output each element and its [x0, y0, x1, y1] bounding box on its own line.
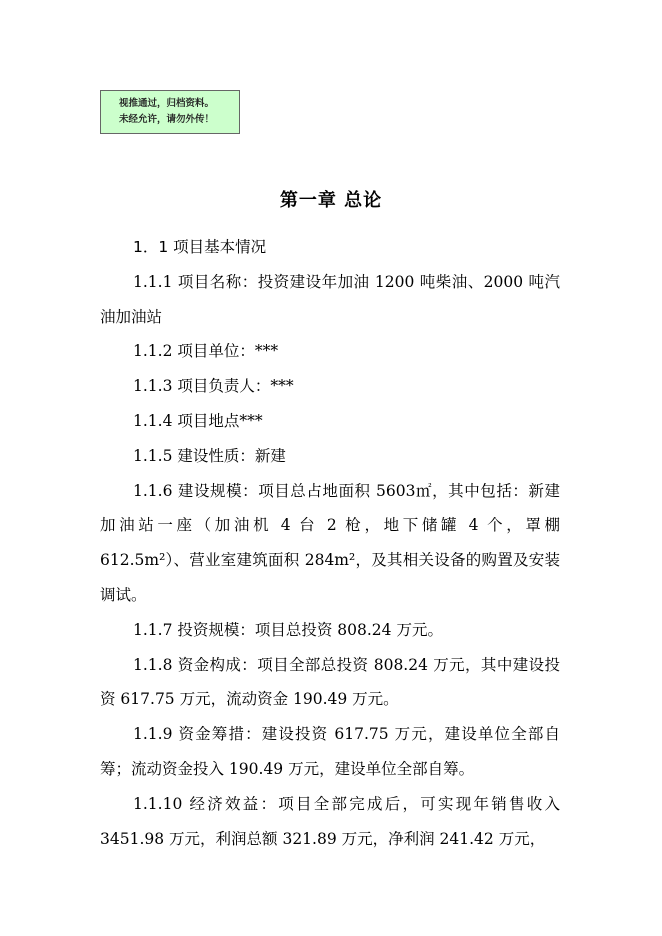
item-construction-nature: 1.1.5 建设性质：新建 [133, 446, 286, 465]
item-investment-scale: 1.1.7 投资规模：项目总投资 808.24 万元。 [133, 620, 443, 639]
document-body [100, 230, 560, 856]
item-capital-structure: 1.1.8 资金构成：项目全部总投资 808.24 万元，其中建设投资 617.75 万元，流动资金 190.49 万元。 [100, 655, 560, 709]
item-project-name: 1.1.1 项目名称：投资建设年加油 1200 吨柴油、2000 吨汽油加油站 [100, 272, 560, 326]
review-notice-box [100, 90, 240, 134]
notice-line-2: 未经允许，请勿外传！ [119, 114, 215, 125]
section-heading: 1．1 项目基本情况 [133, 238, 267, 256]
chapter-title: 第一章 总论 [279, 190, 383, 211]
item-project-location: 1.1.4 项目地点*** [133, 411, 263, 430]
item-economic-benefit: 1.1.10 经济效益：项目全部完成后，可实现年销售收入 3451.98 万元，利润总额 321.89 万元，净利润 241.42 万元， [100, 794, 560, 848]
notice-line-1: 视推通过，归档资料。 [119, 98, 215, 109]
item-project-leader: 1.1.3 项目负责人：*** [133, 377, 294, 396]
item-fund-raising: 1.1.9 资金筹措：建设投资 617.75 万元，建设单位全部自筹；流动资金投入 190.49 万元，建设单位全部自筹。 [100, 725, 560, 778]
item-construction-scale: 1.1.6 建设规模：项目总占地面积 5603㎡，其中包括：新建加油站一座（加油机 4 台 2 枪，地下储罐 4 个，罩棚 612.5m²）、营业室建筑面积 284m²，及其相关设备的购置及安装调试。 [100, 481, 560, 604]
item-project-unit: 1.1.2 项目单位：*** [133, 342, 279, 361]
